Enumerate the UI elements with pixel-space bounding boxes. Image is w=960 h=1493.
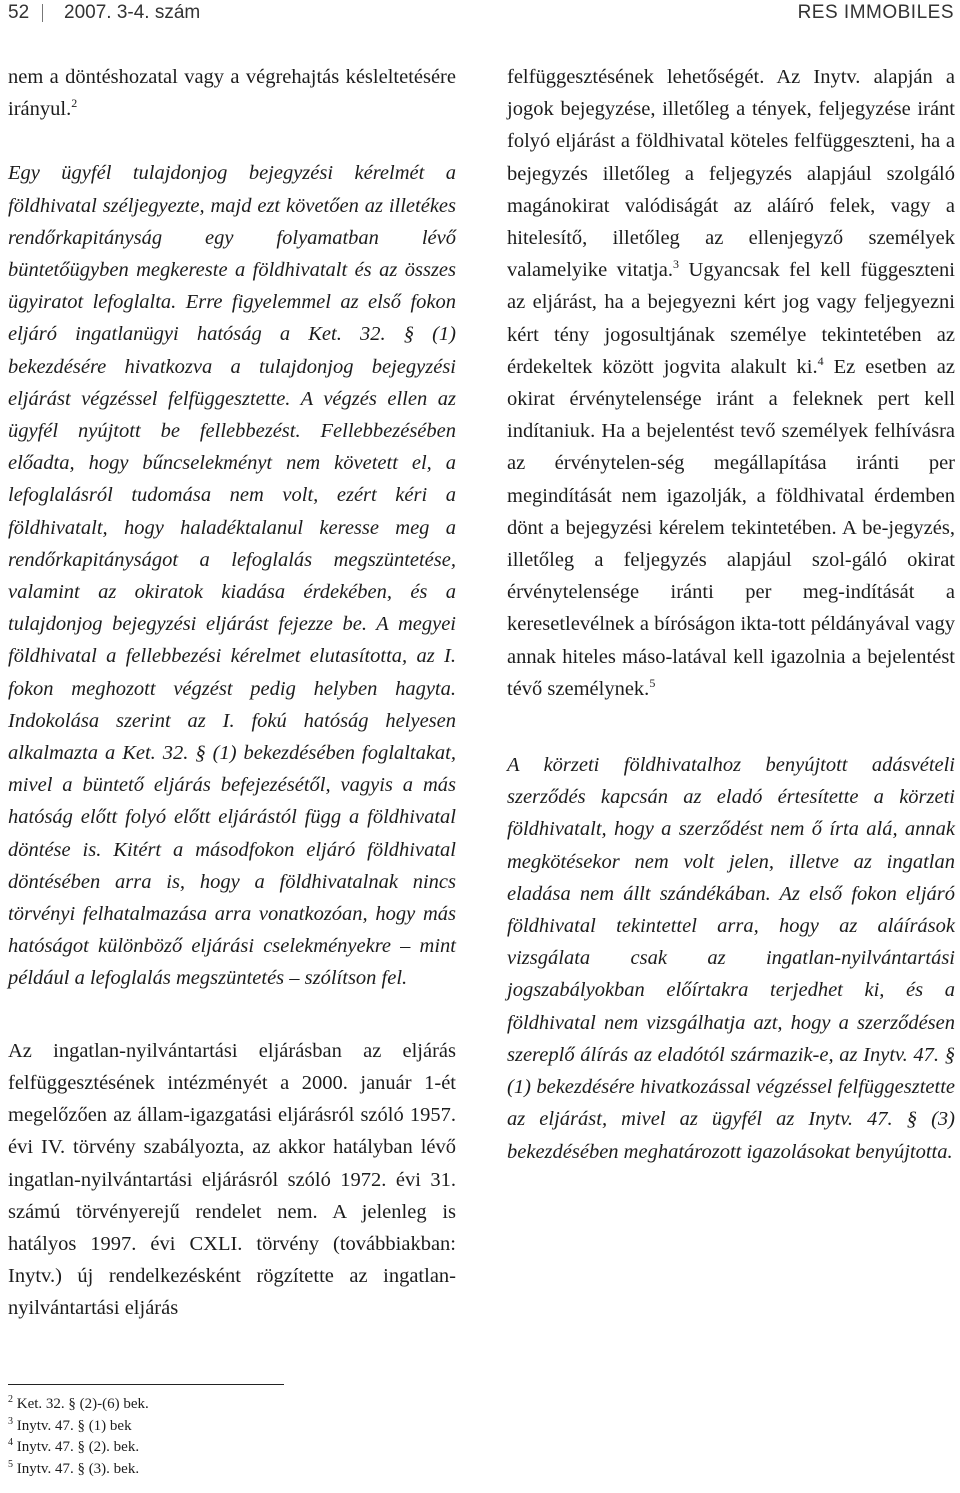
suspension-text-3: Ez esetben az okirat érvénytelensége iránt a feleknek pert kell indítaniuk. Ha a bejelentést tevő személyek felhívásra az érvénytelen-ség megállapítása iránti per megindítását nem igazolják, a földhivatal érdemben dönt a bejegyzési kérelem tekintetében. A be-jegyzés, illetőleg a feljegyzés alapjául szol-gáló okirat érvénytelensége iránti per meg-indítását a keresetlevélnek a bíróságon ikta-tott példányával vagy annak hiteles máso-latával kell igazolnia a bejelentést tévő személynek. [507,355,955,700]
footnote-text: Ket. 32. § (2)-(6) bek. [16,1396,149,1412]
footnote-item [8,1416,149,1438]
footnote-item [8,1394,149,1416]
footnote-number: 5 [8,1458,13,1470]
running-header [0,0,960,36]
left-column [8,61,456,1325]
footnote-item [8,1437,149,1459]
footnote-ref-2: 2 [71,96,78,111]
footnote-item [8,1459,149,1481]
right-column [507,61,955,1168]
footnote-number: 3 [8,1415,13,1427]
case-example-2: A körzeti földhivatalhoz benyújtott adásvételi szerződés kapcsán az eladó értesítette a körzeti földhivatalt, hogy a szerződést nem ő írta alá, annak megkötésekor nem volt jelen, illetve az ingatlan eladása nem állt szándékában. Az első fokon eljáró földhivatal tekintettel arra, hogy az aláírások vizsgálata csak az ingatlan-nyilvántartási jogszabályokban előírtakra terjedhet ki, és a földhivatal nem vizsgálhatja azt, hogy a szerződésen szereplő álírás az eladótól származik-e, az Inytv. 47. § (1) bekezdésére hivatkozással végzéssel felfüggesztette az eljárást, mivel az ügyfél az Inytv. 47. § (3) bekezdésében meghatározott igazolásokat benyújtotta. [507,754,955,1163]
paragraph-legal-history: Az ingatlan-nyilvántartási eljárásban az eljárás felfüggesztésének intézményét a 2000. január 1-ét megelőzően az állam-igazgatási eljárásról szóló 1957. évi IV. törvény szabályozta, az akkor hatályban lévő ingatlan-nyilvántartási eljárásról szóló 1972. évi 31. számú törvényerejű rendelet nem. A jelenleg is hatályos 1997. évi CXLI. törvény (továbbiakban: Inytv.) új rendelkezésként rögzítette az ingatlan-nyilvántartási eljárás [8,1039,456,1320]
footnote-ref-5: 5 [649,675,656,690]
paragraph-suspension [507,61,955,705]
footnote-ref-4: 4 [817,353,824,368]
suspension-text-1: felfüggesztésének lehetőségét. Az Inytv. alapján a jogok bejegyzése, illetőleg a tények, feljegyzése iránt folyó eljárást a földhivatal köteles felfüggeszteni, ha a bejegyzés illetőleg a feljegyzés alapjául szolgáló magánokirat valódiságát az aláíró felek, vagy a hitelesítő, illetőleg az ellenjegyző személyek valamelyike vitatja. [507,66,955,282]
header-divider [42,4,43,22]
footnote-text: Inytv. 47. § (2). bek. [16,1439,140,1455]
footnote-divider [8,1384,284,1385]
suspension-text-2: Ugyancsak fel kell függeszteni az eljárást, ha a bejegyezni kért jog vagy feljegyezni kért tény jogosultjának személye tekintetében az érdekeltek között jogvita alakult ki. [507,259,955,378]
footnote-number: 4 [8,1437,13,1448]
page-number: 52 [8,2,30,23]
footnote-ref-3: 3 [673,257,680,272]
footnote-text: Inytv. 47. § (3). bek. [16,1460,140,1477]
footnotes [8,1394,149,1480]
footnote-number: 2 [8,1394,13,1405]
case-example-1: Egy ügyfél tulajdonjog bejegyzési kérelmét a földhivatal széljegyezte, majd ezt követően az illetékes rendőrkapitányság egy folyamatban lévő büntetőügyben megkereste a földhivatalt és az összes ügyiratot lefoglalta. Erre figyelemmel az első fokon eljáró ingatlanügyi hatóság a Ket. 32. § (1) bekezdésére hivatkozva a tulajdonjog bejegyzési eljárást végzéssel felfüggesztette. A végzés ellen az ügyfél nyújtott be fellebbezést. Fellebbezésében előadta, hogy bűncselekményt nem követett el, a lefoglalásról tudomása nem volt, ezért kéri a földhivatalt, hogy haladéktalanul keresse meg a rendőrkapitányságot a lefoglalás megszüntetése, valamint az okiratok kiadása érdekében, és a tulajdonjog bejegyzési eljárást fejezze be. A megyei földhivatal a fellebbezési kérelmet elutasította, az I. fokon meghozott végzést pedig helyben hagyta. Indokolása szerint az I. fokú hatóság helyesen alkalmazta a Ket. 32. § (1) bekezdésében foglaltakat, mivel a büntető eljárás befejezésétől, vagyis a más hatóság előtt folyó előtt eljárástól függ a földhivatal döntése is. Kitért a másodfokon eljáró földhivatal döntésében arra is, hogy a földhivatalnak nincs törvényi felhatalmazása arra vonatkozóan, hogy más hatóságot különböző eljárási cselekményekre – mint például a lefoglalás megszüntetés – szólítson fel. [8,162,456,990]
paragraph-intro [8,61,456,125]
paragraph-intro-text: nem a döntéshozatal vagy a végrehajtás késleltetésére irányul. [8,66,456,121]
journal-title: RES IMMOBILES [797,2,954,23]
issue-label: 2007. 3-4. szám [64,2,201,23]
footnote-text: Inytv. 47. § (1) bek [16,1417,132,1434]
